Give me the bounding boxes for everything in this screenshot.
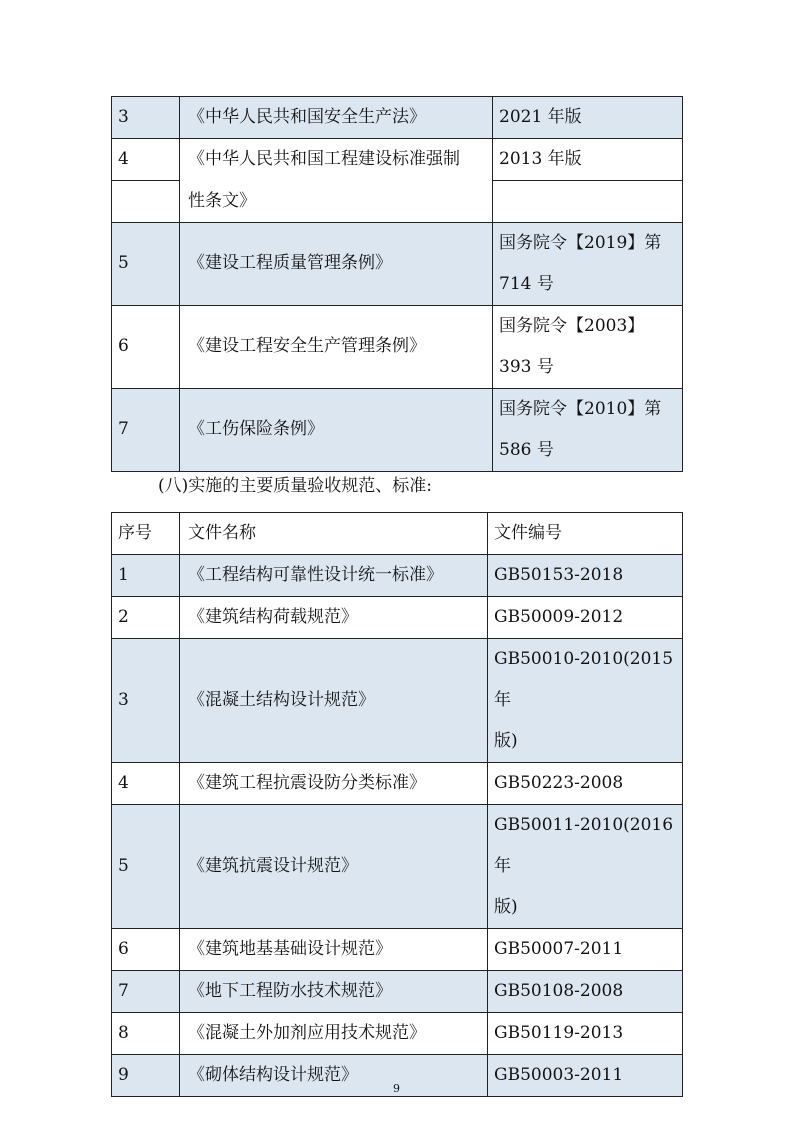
row-number: 4	[112, 139, 180, 181]
code-line: GB50153-2018	[494, 565, 624, 585]
code-line: 国务院令【2010】第	[499, 398, 662, 419]
document-code	[488, 971, 683, 1013]
table-row	[112, 929, 683, 971]
document-code	[488, 805, 683, 929]
document-code	[488, 639, 683, 763]
row-number: 3	[112, 639, 180, 763]
section-heading: (八)实施的主要质量验收规范、标准:	[158, 476, 432, 496]
table-row	[112, 639, 683, 763]
document-code	[493, 181, 683, 223]
code-line: 393 号	[499, 356, 554, 377]
row-number: 7	[112, 971, 180, 1013]
document-name: 《混凝土外加剂应用技术规范》	[180, 1013, 488, 1055]
code-line: GB50009-2012	[494, 607, 624, 627]
table-row	[112, 139, 683, 181]
code-line: 586 号	[499, 439, 554, 460]
row-number: 3	[112, 97, 180, 139]
row-number: 8	[112, 1013, 180, 1055]
document-name: 《建设工程质量管理条例》	[180, 222, 493, 305]
code-line: GB50108-2008	[494, 981, 624, 1001]
row-number: 5	[112, 222, 180, 305]
table-row	[112, 222, 683, 305]
document-name: 《砌体结构设计规范》	[180, 1055, 488, 1097]
table-row	[112, 305, 683, 388]
table-row	[112, 597, 683, 639]
table-row	[112, 971, 683, 1013]
code-line: GB50119-2013	[494, 1023, 624, 1043]
row-number: 6	[112, 305, 180, 388]
table-row	[112, 181, 683, 223]
code-line: 国务院令【2003】	[499, 315, 645, 336]
header-name: 文件名称	[180, 513, 488, 555]
row-number: 7	[112, 388, 180, 471]
table-row	[112, 388, 683, 471]
document-name: 《建筑结构荷载规范》	[180, 597, 488, 639]
row-number: 2	[112, 597, 180, 639]
code-line: GB50003-2011	[494, 1065, 624, 1085]
document-name: 《建设工程安全生产管理条例》	[180, 305, 493, 388]
document-name: 《工程结构可靠性设计统一标准》	[180, 555, 488, 597]
row-number: 4	[112, 763, 180, 805]
row-number: 6	[112, 929, 180, 971]
code-line: 国务院令【2019】第	[499, 232, 662, 253]
document-name: 《工伤保险条例》	[180, 388, 493, 471]
row-number	[112, 181, 180, 223]
row-number: 1	[112, 555, 180, 597]
document-code	[493, 222, 683, 305]
table-header-row	[112, 513, 683, 555]
document-code	[488, 597, 683, 639]
header-code: 文件编号	[488, 513, 683, 555]
document-code	[488, 555, 683, 597]
document-name: 《建筑地基基础设计规范》	[180, 929, 488, 971]
table-row	[112, 1013, 683, 1055]
code-line: 版)	[494, 897, 518, 917]
table-row	[112, 805, 683, 929]
document-code	[488, 763, 683, 805]
document-code	[488, 929, 683, 971]
document-code	[488, 1013, 683, 1055]
code-line: 版)	[494, 731, 518, 751]
document-name: 《建筑抗震设计规范》	[180, 805, 488, 929]
code-line: 2013 年版	[499, 149, 582, 169]
table-row	[112, 97, 683, 139]
row-number: 9	[112, 1055, 180, 1097]
document-name: 《建筑工程抗震设防分类标准》	[180, 763, 488, 805]
document-name: 《混凝土结构设计规范》	[180, 639, 488, 763]
document-code	[493, 305, 683, 388]
standards-table	[111, 512, 683, 1097]
document-name: 性条文》	[180, 181, 493, 223]
document-code	[493, 388, 683, 471]
table-row	[112, 763, 683, 805]
document-name: 《中华人民共和国工程建设标准强制	[180, 139, 493, 181]
table-row	[112, 555, 683, 597]
document-name: 《中华人民共和国安全生产法》	[180, 97, 493, 139]
document-code	[493, 97, 683, 139]
page-number: 9	[393, 1082, 400, 1095]
code-line: 714 号	[499, 273, 554, 294]
document-name: 《地下工程防水技术规范》	[180, 971, 488, 1013]
code-line: GB50007-2011	[494, 939, 624, 959]
code-line: GB50011-2010(2016 年	[494, 815, 674, 876]
row-number: 5	[112, 805, 180, 929]
code-line: 2021 年版	[499, 107, 582, 127]
code-line: GB50010-2010(2015 年	[494, 649, 674, 710]
code-line: GB50223-2008	[494, 773, 624, 793]
header-no: 序号	[112, 513, 180, 555]
document-code	[493, 139, 683, 181]
regulations-table	[111, 96, 683, 472]
